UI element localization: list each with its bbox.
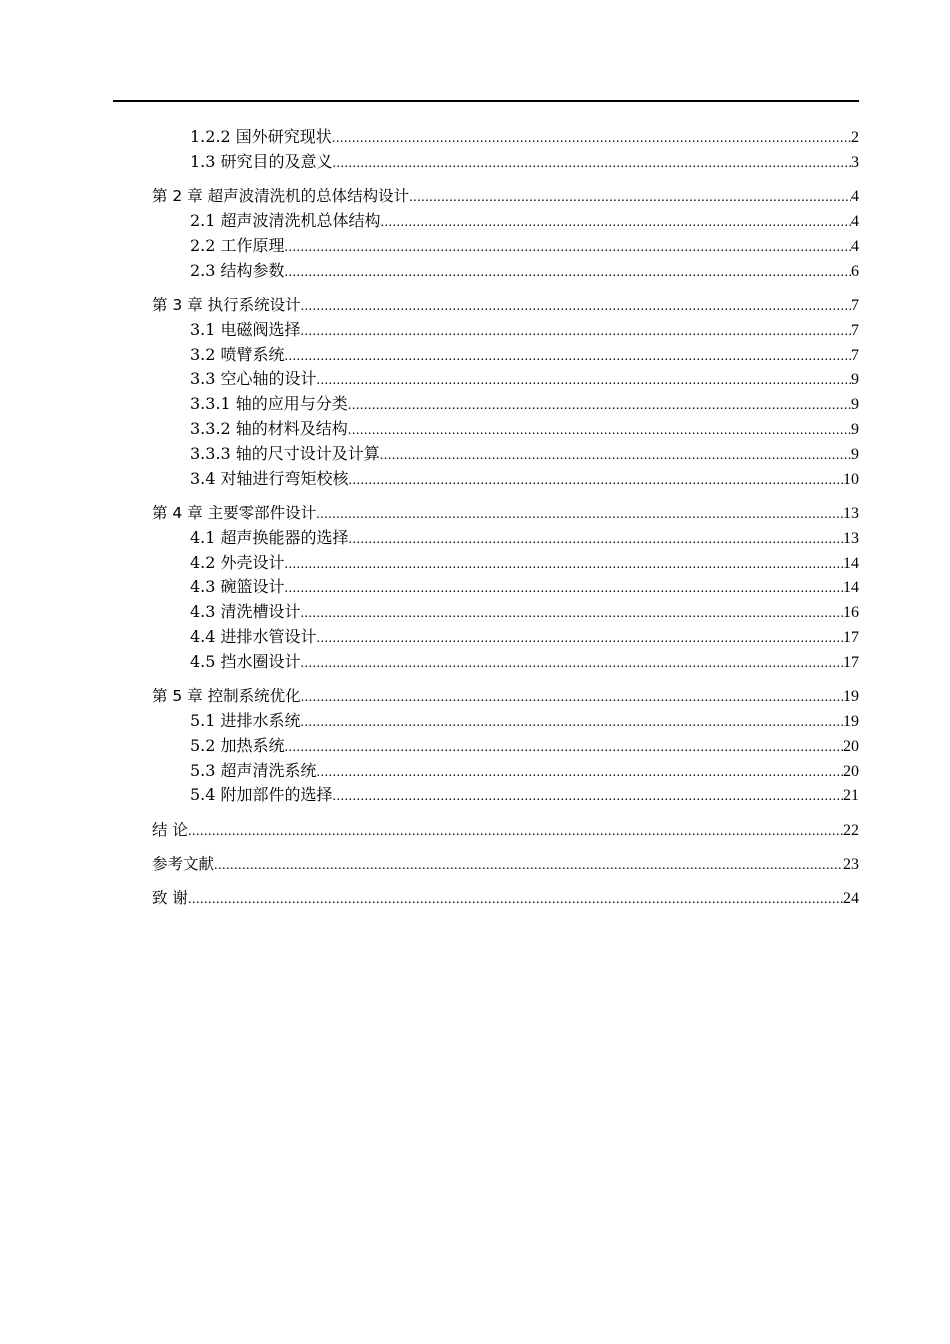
toc-page-number: 23 [843, 856, 859, 874]
toc-dot-leader [333, 152, 851, 177]
toc-section-entry[interactable] [152, 709, 859, 734]
toc-entry-label: 4.1 超声换能器的选择 [190, 527, 349, 547]
toc-section-entry[interactable] [152, 783, 859, 808]
toc-dot-leader [285, 736, 843, 761]
toc-dot-leader [301, 320, 851, 345]
toc-page-number: 9 [851, 396, 859, 414]
toc-entry-label: 5.3 超声清洗系统 [190, 760, 317, 780]
toc-chapter-entry[interactable] [152, 501, 859, 526]
toc-dot-leader [301, 711, 843, 736]
toc-page-number: 17 [843, 628, 859, 646]
toc-page-number: 20 [843, 737, 859, 755]
toc-dot-leader [285, 345, 851, 370]
toc-page-number: 14 [843, 554, 859, 572]
toc-dot-leader [381, 211, 851, 236]
toc-dot-leader [301, 295, 851, 320]
toc-entry-label: 2.1 超声波清洗机总体结构 [190, 210, 381, 230]
toc-section-entry[interactable] [152, 417, 859, 442]
toc-page-number: 10 [843, 470, 859, 488]
toc-page-number: 19 [843, 688, 859, 706]
toc-entry-label: 4.4 进排水管设计 [190, 626, 317, 646]
toc-chapter-entry[interactable] [152, 184, 859, 209]
toc-page-number: 2 [851, 129, 859, 146]
toc-dot-leader [285, 553, 843, 578]
toc-section-entry[interactable] [152, 234, 859, 259]
toc-entry-label: 参考文献 [152, 855, 215, 874]
toc-section-entry[interactable] [152, 759, 859, 784]
toc-page-number: 7 [851, 346, 859, 364]
toc-entry-label: 4.5 挡水圈设计 [190, 651, 301, 671]
toc-entry-label: 5.2 加热系统 [190, 735, 285, 755]
toc-entry-label: 5.1 进排水系统 [190, 710, 301, 730]
header-rule [113, 100, 859, 102]
toc-entry-label: 4.2 外壳设计 [190, 552, 285, 572]
toc-dot-leader [349, 469, 843, 494]
toc-page-number: 4 [851, 212, 859, 230]
toc-section-entry[interactable] [152, 551, 859, 576]
toc-entry-label: 致 谢 [152, 889, 188, 908]
toc-dot-leader [301, 602, 843, 627]
toc-entry-label: 3.1 电磁阀选择 [190, 319, 301, 339]
toc-dot-leader [409, 186, 851, 211]
toc-entry-label: 1.3 研究目的及意义 [190, 151, 333, 171]
toc-chapter-entry[interactable] [152, 293, 859, 318]
toc-entry-label: 第 2 章 超声波清洗机的总体结构设计 [152, 187, 410, 206]
toc-section-entry[interactable] [152, 209, 859, 234]
toc-entry-label: 2.3 结构参数 [190, 260, 285, 280]
toc-section-entry[interactable] [152, 600, 859, 625]
toc-page-number: 7 [851, 296, 859, 314]
toc-section-entry[interactable] [152, 467, 859, 492]
toc-dot-leader [348, 419, 851, 444]
toc-entry-label: 5.4 附加部件的选择 [190, 785, 333, 805]
table-of-contents [152, 125, 859, 911]
toc-section-entry[interactable] [152, 125, 859, 150]
toc-dot-leader [316, 503, 843, 528]
toc-dot-leader [214, 854, 843, 879]
toc-section-entry[interactable] [152, 526, 859, 551]
toc-dot-leader [348, 394, 851, 419]
toc-page-number: 24 [843, 890, 859, 908]
toc-page-number: 13 [843, 529, 859, 547]
toc-entry-label: 4.3 清洗槽设计 [190, 602, 301, 622]
toc-entry-label: 3.2 喷臂系统 [190, 344, 285, 364]
toc-section-entry[interactable] [152, 259, 859, 284]
toc-page-number: 4 [851, 188, 859, 206]
toc-page-number: 20 [843, 762, 859, 780]
toc-section-entry[interactable] [152, 318, 859, 343]
toc-page-number: 17 [843, 653, 859, 671]
toc-entry-label: 1.2.2 国外研究现状 [190, 127, 332, 146]
toc-section-entry[interactable] [152, 734, 859, 759]
toc-page-number: 4 [851, 237, 859, 255]
toc-page-number: 6 [851, 262, 859, 280]
toc-entry-label: 3.4 对轴进行弯矩校核 [190, 468, 349, 488]
toc-entry-label: 3.3.3 轴的尺寸设计及计算 [190, 443, 380, 463]
toc-section-entry[interactable] [152, 625, 859, 650]
toc-entry-label: 4.3 碗篮设计 [190, 577, 285, 597]
toc-dot-leader [285, 236, 851, 261]
toc-entry-label: 第 3 章 执行系统设计 [152, 295, 301, 314]
toc-page-number: 7 [851, 321, 859, 339]
toc-page-number: 9 [851, 371, 859, 389]
toc-chapter-entry[interactable] [152, 852, 859, 877]
toc-page-number: 16 [843, 604, 859, 622]
toc-page-number: 19 [843, 712, 859, 730]
toc-dot-leader [301, 686, 843, 711]
toc-section-entry[interactable] [152, 575, 859, 600]
toc-chapter-entry[interactable] [152, 684, 859, 709]
toc-page-number: 13 [843, 504, 859, 522]
toc-section-entry[interactable] [152, 343, 859, 368]
toc-entry-label: 第 4 章 主要零部件设计 [152, 503, 317, 522]
toc-page-number: 21 [843, 787, 859, 805]
toc-entry-label: 3.3.1 轴的应用与分类 [190, 394, 348, 414]
toc-dot-leader [317, 369, 851, 394]
toc-dot-leader [188, 820, 843, 845]
toc-dot-leader [301, 652, 843, 677]
toc-section-entry[interactable] [152, 150, 859, 175]
toc-dot-leader [333, 785, 843, 810]
toc-page-number: 3 [851, 153, 859, 171]
toc-dot-leader [332, 127, 851, 152]
toc-dot-leader [188, 888, 843, 913]
toc-dot-leader [317, 627, 843, 652]
toc-dot-leader [285, 577, 843, 602]
toc-page-number: 9 [851, 420, 859, 438]
toc-entry-label: 3.3.2 轴的材料及结构 [190, 418, 348, 438]
toc-dot-leader [349, 528, 843, 553]
toc-dot-leader [285, 261, 851, 286]
toc-chapter-entry[interactable] [152, 886, 859, 911]
toc-page-number: 14 [843, 579, 859, 597]
toc-dot-leader [317, 761, 843, 786]
toc-section-entry[interactable] [152, 392, 859, 417]
toc-page-number: 22 [843, 821, 859, 839]
toc-chapter-entry[interactable] [152, 818, 859, 843]
toc-dot-leader [380, 444, 851, 469]
toc-entry-label: 结 论 [152, 820, 188, 839]
toc-section-entry[interactable] [152, 367, 859, 392]
toc-entry-label: 2.2 工作原理 [190, 235, 285, 255]
toc-section-entry[interactable] [152, 442, 859, 467]
toc-entry-label: 第 5 章 控制系统优化 [152, 687, 301, 706]
toc-entry-label: 3.3 空心轴的设计 [190, 369, 317, 389]
toc-section-entry[interactable] [152, 650, 859, 675]
toc-page-number: 9 [851, 445, 859, 463]
